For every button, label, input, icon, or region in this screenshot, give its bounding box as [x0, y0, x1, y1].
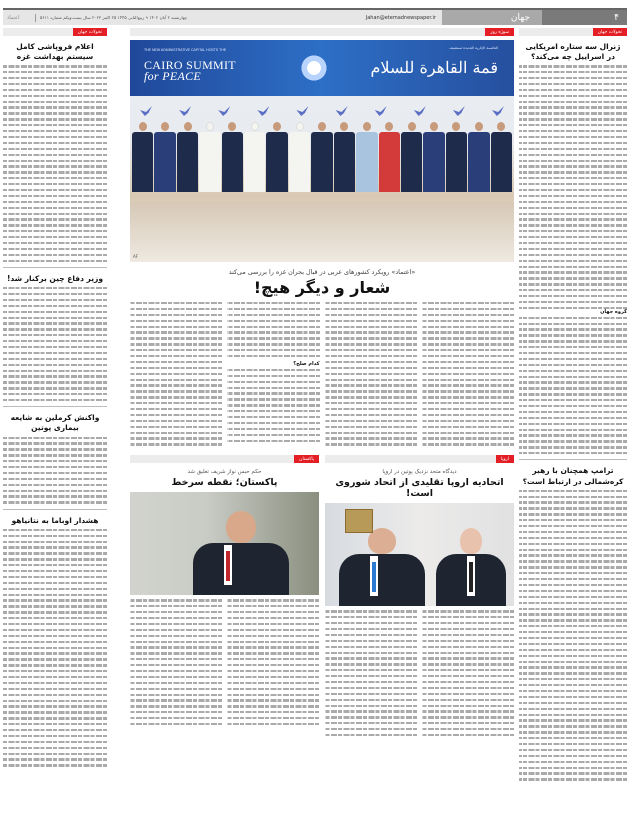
- section-tag[interactable]: اروپا: [496, 455, 514, 463]
- summit-photo[interactable]: [130, 40, 514, 262]
- floor: [130, 202, 514, 262]
- dove-icon: [257, 106, 269, 116]
- story-kicker: دیدگاه متحد نزدیک پوتین در اروپا: [382, 469, 457, 476]
- person: [334, 122, 355, 202]
- dove-icon: [414, 106, 426, 116]
- divider: [3, 267, 107, 268]
- person: [468, 122, 489, 202]
- pakistan-story: [130, 455, 319, 740]
- summit-leaders: [130, 122, 514, 202]
- dove-icon: [296, 106, 308, 116]
- divider: [35, 14, 36, 22]
- person: [222, 122, 243, 202]
- header-meta: [3, 10, 362, 25]
- article-subhead: گروه جهان: [600, 308, 627, 315]
- divider: [519, 459, 627, 460]
- person: [289, 122, 310, 202]
- photo-credit: AF: [133, 254, 139, 259]
- section-title: جهان: [442, 10, 542, 25]
- person: [199, 122, 220, 202]
- lower-stories: [130, 455, 514, 740]
- right-column: [519, 28, 627, 784]
- brief-title[interactable]: هشدار اوباما به نتانیاهو: [11, 515, 99, 525]
- dove-decorations: [140, 106, 504, 116]
- person: [446, 122, 467, 202]
- article-body: [519, 65, 627, 309]
- banner-line2: for PEACE: [144, 69, 202, 83]
- page-header: [3, 8, 627, 25]
- dove-icon: [336, 106, 348, 116]
- dove-icon: [375, 106, 387, 116]
- section-tag[interactable]: تحولات جهان: [593, 28, 627, 36]
- person: [356, 122, 377, 202]
- brief-title[interactable]: وزیر دفاع چین برکنار شد!: [7, 273, 103, 283]
- divider: [3, 509, 107, 510]
- story-headline[interactable]: پاکستان؛ نقطه سرخط: [171, 477, 278, 489]
- left-column: [3, 28, 107, 770]
- main-story: [130, 28, 514, 740]
- section-email[interactable]: Jahan@etemadnewspaper.ir: [365, 14, 436, 21]
- person: [491, 122, 512, 202]
- person: [154, 122, 175, 202]
- summit-banner: [130, 40, 514, 96]
- banner-title-en: [144, 60, 236, 82]
- banner-caption-ar: العاصمة الإدارية الجديدة تستضيف: [449, 46, 498, 50]
- article-title[interactable]: ترامپ همچنان با رهبر کره‌شمالی در ارتباط است؟: [522, 466, 624, 486]
- person: [401, 122, 422, 202]
- story-headline[interactable]: شعار و دیگر هیچ!: [253, 278, 391, 297]
- story-subhead: کدام صلح؟: [293, 360, 320, 367]
- person: [311, 122, 332, 202]
- europe-story: [325, 455, 514, 740]
- section-tag[interactable]: پاکستان: [294, 455, 319, 463]
- newspaper-logo: اعتماد: [7, 14, 20, 21]
- person: [266, 122, 287, 202]
- dove-icon: [298, 52, 330, 84]
- dove-icon: [492, 106, 504, 116]
- banner-title-ar: قمة القاهرة للسلام: [370, 58, 498, 77]
- story-kicker: «اعتماد» رویکرد کشورهای عربی در قبال بحران غزه را بررسی می‌کند: [228, 268, 416, 276]
- person: [177, 122, 198, 202]
- painting: [345, 509, 373, 533]
- article-title[interactable]: ژنرال سه ستاره امریکایی در اسراییل چه می‌کند؟: [525, 42, 621, 62]
- brief-title[interactable]: اعلام فروپاشی کامل سیستم بهداشت غزه: [16, 42, 94, 62]
- dove-icon: [179, 106, 191, 116]
- person: [339, 528, 425, 606]
- person: [244, 122, 265, 202]
- person: [379, 122, 400, 202]
- section-tag[interactable]: سوژه روز: [485, 28, 514, 36]
- person: [436, 528, 506, 606]
- sharif-photo[interactable]: [130, 492, 319, 595]
- person: [423, 122, 444, 202]
- person: [193, 511, 289, 595]
- page-number: ۴: [542, 10, 627, 25]
- brief-title[interactable]: واکنش کرملین به شایعه بیماری پوتین: [10, 413, 100, 433]
- person: [132, 122, 153, 202]
- divider: [3, 406, 107, 407]
- story-kicker: حکم حبس نواز شریف تعلیق شد: [187, 469, 262, 476]
- banner-caption: THE NEW ADMINISTRATIVE CAPITAL HOSTS THE: [144, 48, 227, 52]
- banner-line1: CAIRO SUMMIT: [144, 58, 236, 72]
- story-body: [130, 302, 514, 449]
- putin-orban-photo[interactable]: [325, 503, 514, 606]
- dove-icon: [453, 106, 465, 116]
- date-line: چهارشنبه ۲ آبان ۱۴۰۲ ۹ ربیع‌الثانی ۱۴۴۵ ۲۵ اکتبر ۲۰۲۳ سال بیست‌ویکم شماره ۵۶۱۱: [40, 15, 188, 20]
- story-headline[interactable]: اتحادیه اروپا تقلیدی از اتحاد شوروی است!: [335, 477, 504, 500]
- dove-icon: [218, 106, 230, 116]
- section-tag[interactable]: تحولات جهان: [73, 28, 107, 36]
- dove-icon: [140, 106, 152, 116]
